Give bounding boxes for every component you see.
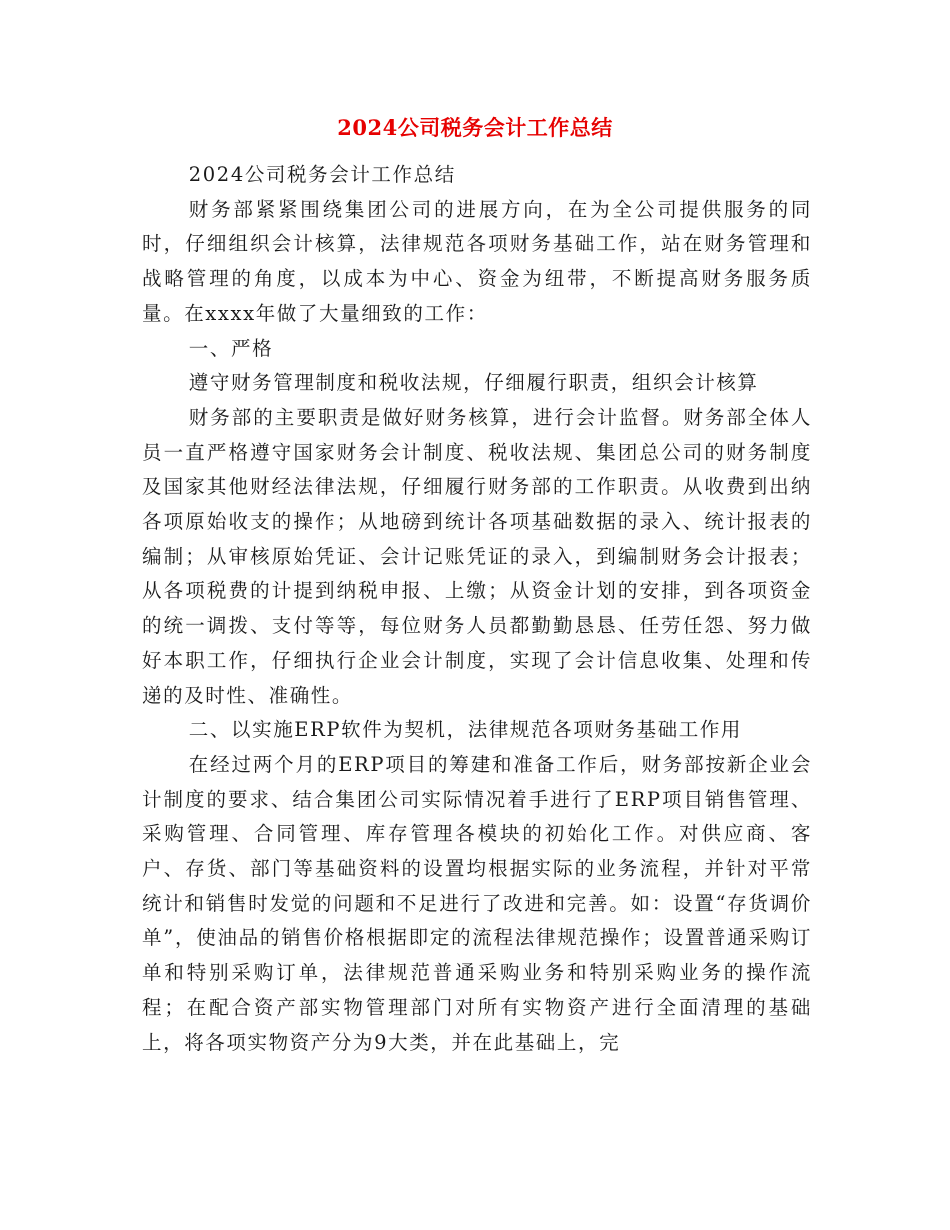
intro-paragraph: 财务部紧紧围绕集团公司的进展方向，在为全公司提供服务的同时，仔细组织会计核算，法律规范各项财务基础工作，站在财务管理和战略管理的角度，以成本为中心、资金为纽带，不断提高财务服务质量。在xxxx年做了大量细致的工作： [142, 197, 812, 325]
section-heading-1: 一、严格 [188, 336, 274, 360]
section-2-paragraph: 在经过两个月的ERP项目的筹建和准备工作后，财务部按新企业会计制度的要求、结合集团公司实际情况着手进行了ERP项目销售管理、采购管理、合同管理、库存管理各模块的初始化工作。对供应商、客户、存货、部门等基础资料的设置均根据实际的业务流程，并针对平常统计和销售时发觉的问题和不足进行了改进和完善。如：设置“存货调价单”，使油品的销售价格根据即定的流程法律规范操作；设置普通采购订单和特别采购订单，法律规范普通采购业务和特别采购业务的操作流程；在配合资产部实物管理部门对所有实物资产进行全面清理的基础上，将各项实物资产分为9大类，并在此基础上，完 [142, 752, 812, 1054]
section-heading-2: 二、以实施ERP软件为契机，法律规范各项财务基础工作用 [188, 718, 743, 742]
document-title: 2024公司税务会计工作总结 [337, 115, 613, 140]
section-1-paragraph: 财务部的主要职责是做好财务核算，进行会计监督。财务部全体人员一直严格遵守国家财务会计制度、税收法规、集团总公司的财务制度及国家其他财经法律法规，仔细履行财务部的工作职责。从收费到出纳各项原始收支的操作；从地磅到统计各项基础数据的录入、统计报表的编制；从审核原始凭证、会计记账凭证的录入，到编制财务会计报表；从各项税费的计提到纳税申报、上缴；从资金计划的安排，到各项资金的统一调拨、支付等等，每位财务人员都勤勤恳恳、任劳任怨、努力做好本职工作，仔细执行企业会计制度，实现了会计信息收集、处理和传递的及时性、准确性。 [142, 405, 812, 707]
section-subheading-1: 遵守财务管理制度和税收法规，仔细履行职责，组织会计核算 [188, 371, 759, 395]
subtitle-paragraph: 2024公司税务会计工作总结 [188, 163, 456, 186]
document-body [142, 158, 812, 1060]
